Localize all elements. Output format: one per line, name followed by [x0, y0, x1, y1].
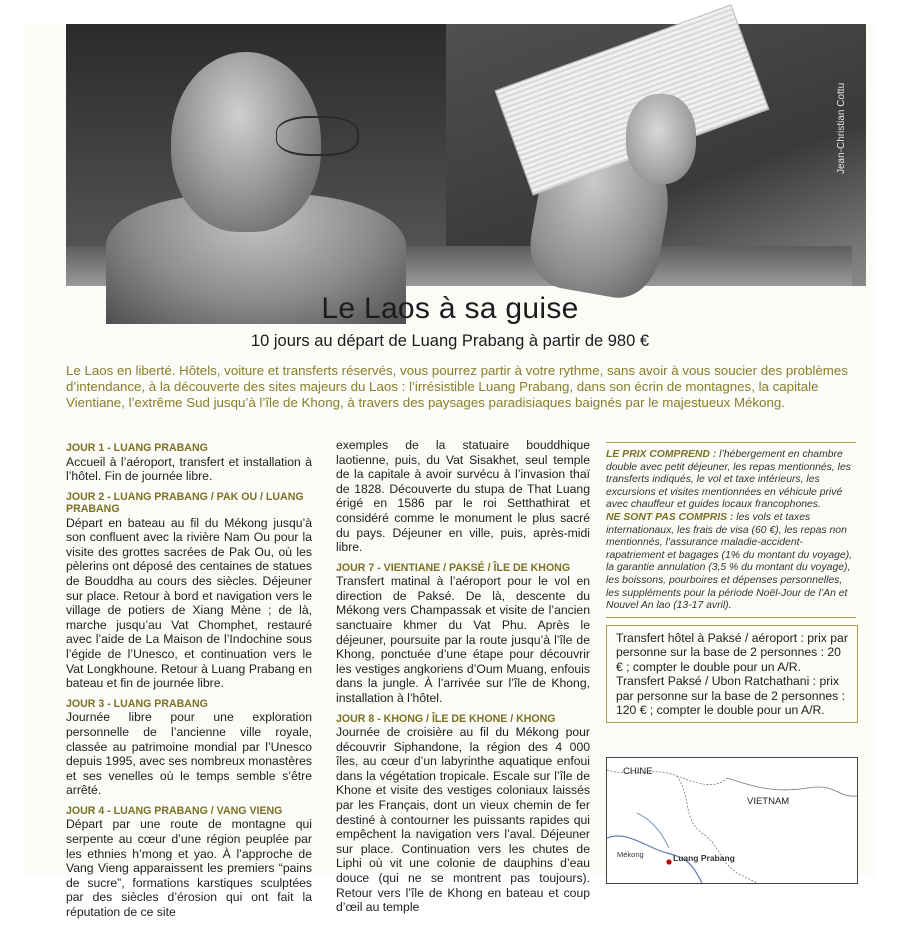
day-description: Transfert matinal à l’aéroport pour le vol en direction de Paksé. De là, descente du Mékong vers Champassak et visite de l’ancien sanctuaire khmer du Vat Phu. Après le déjeuner, poursuite par la route jusqu’à l’île de Khong, ponctuée d’une étape pour découvrir les vestiges angkoriens d’Oum Muang, enfouis dans la jungle. À l’arrivée sur l’île de Khong, installation à l’hôtel. — [336, 574, 590, 705]
price-excluded — [606, 512, 856, 613]
monk-hand — [626, 94, 696, 184]
day-description: Départ en bateau au fil du Mékong jusqu’à son confluent avec la rivière Nam Ou pour la visite des grottes sacrées de Pak Ou, où les pèlerins ont déposé des centaines de statues de Bouddha au cours des siècles. Déjeuner sur place. Retour à bord et navigation vers le village de potiers de Xiang Mène ; de là, marche jusqu’au Vat Chomphet, restauré avec l’aide de La Maison de l’Indochine sous l’égide de l’Unesco, et continuation vers le Vat Longkhoune. Retour à Luang Prabang en bateau et fin de journée libre. — [66, 515, 312, 691]
day-heading: JOUR 8 - KHONG / ÎLE DE KHONE / KHONG — [336, 712, 556, 725]
map-label-mekong: Mékong — [617, 850, 644, 859]
laos-map — [606, 757, 858, 884]
map-label-luang-prabang: Luang Prabang — [673, 853, 735, 863]
info-column — [606, 442, 856, 618]
day-description: Accueil à l’aéroport, transfert et installation à l’hôtel. Fin de journée libre. — [66, 454, 312, 484]
day-heading: JOUR 7 - VIENTIANE / PAKSÉ / ÎLE DE KHONG — [336, 561, 571, 574]
day-description: Journée libre pour une exploration personnelle de l’ancienne ville royale, classée au patrimoine mondial par l’Unesco depuis 1995, avec ses nombreux monastères et ses venelles où le temps semble s’être arrêté. — [66, 710, 312, 798]
day-description: Journée de croisière au fil du Mékong pour découvrir Siphandone, la région des 4 000 îles, au cœur d’un labyrinthe aquatique enfoui dans la végétation tropicale. Escale sur l’île de Khone et visite des vestiges coloniaux laissés par les Français, dont un vieux chemin de fer destiné à contourner les puissants rapides qui empêchent la navigation vers l’aval. Déjeuner sur place. Continuation vers les chutes de Liphi où vit une colonie de dauphins d’eau douce (qui ne se montrent pas toujours). Retour vers l’île de Khong en bateau et coup d’œil au temple — [336, 725, 590, 915]
day-description: Départ par une route de montagne qui serpente au cœur d’une région peuplée par les ethnies h’mong et yao. À l’approche de Vang Vieng apparaissent les premiers “pains de sucre”, formations karstiques sculptées par des siècles d’érosion qui ont fait la réputation de ce site — [66, 817, 312, 919]
day-heading: JOUR 2 - LUANG PRABANG / PAK OU / LUANG PRABANG — [66, 490, 304, 516]
transfer-info-box: Transfert hôtel à Paksé / aéroport : prix par personne sur la base de 2 personnes : 20 € ; compter le double pour un A/R. Transfert Paksé / Ubon Ratchathani : prix par personne sur la base de 2 personnes : 120 € ; compter le double pour un A/R. — [606, 625, 858, 723]
price-included — [606, 449, 856, 512]
article-intro: Le Laos en liberté. Hôtels, voiture et transferts réservés, vous pourrez partir à votre rythme, sans avoir à vous soucier des problèmes d’intendance, à la découverte des sites majeurs du Laos : l’irrésistible Luang Prabang, dans son écrin de montagnes, la capitale Vientiane, l’extrême Sud jusqu’à l’île de Khong, à travers des paysages paradisiaques baignés par le majestueux Mékong. — [66, 363, 848, 410]
price-included-text: l’hébergement en chambre double avec petit déjeuner, les repas mentionnés, les transferts indiqués, le vol et taxe intérieurs, les excursions et visites mentionnées en véhicule privé avec chauffeur et guides locaux francophones. — [606, 449, 851, 511]
map-label-china: CHINE — [623, 766, 653, 777]
photo-credit: Jean-Christian Cottu — [836, 82, 847, 174]
day-heading: JOUR 3 - LUANG PRABANG — [66, 697, 208, 710]
price-excluded-label: NE SONT PAS COMPRIS : — [606, 511, 734, 523]
article-subtitle: 10 jours au départ de Luang Prabang à partir de 980 € — [250, 332, 650, 350]
price-included-label: LE PRIX COMPREND : — [606, 449, 717, 460]
map-label-vietnam: VIETNAM — [747, 796, 790, 807]
day-description-continued: exemples de la statuaire bouddhique laotienne, puis, du Vat Sisakhet, seul temple de la capitale à avoir survécu à l’invasion thaï de 1828. Découverte du stupa de That Luang érigé en 1586 par le roi Setthathirat et considéré comme le monument le plus sacré du pays. Déjeuner en ville, puis, après-midi libre. — [336, 438, 590, 555]
monk-reading-photo — [66, 24, 852, 286]
itinerary-column-2 — [336, 438, 590, 922]
article-title: Le Laos à sa guise — [321, 292, 579, 325]
monk-glasses — [276, 116, 359, 156]
itinerary-column-1 — [66, 442, 312, 927]
price-conditions-box — [606, 442, 856, 618]
day-heading: JOUR 4 - LUANG PRABANG / VANG VIENG — [66, 804, 283, 817]
day-heading: JOUR 1 - LUANG PRABANG — [66, 442, 208, 454]
magazine-page — [24, 24, 876, 919]
price-excluded-text: les vols et taxes internationaux, les frais de visa (60 €), les repas non mentionnés, l’assurance maladie-accident-rapatriement et bagages (1% du montant du voyage), la garantie annulation (3,5 % du montant du voyage), les boissons, pourboires et dépenses personnelles, les suppléments pour la période Noël-Jour de l’An et Nouvel An lao (13-17 avril). — [606, 511, 853, 612]
